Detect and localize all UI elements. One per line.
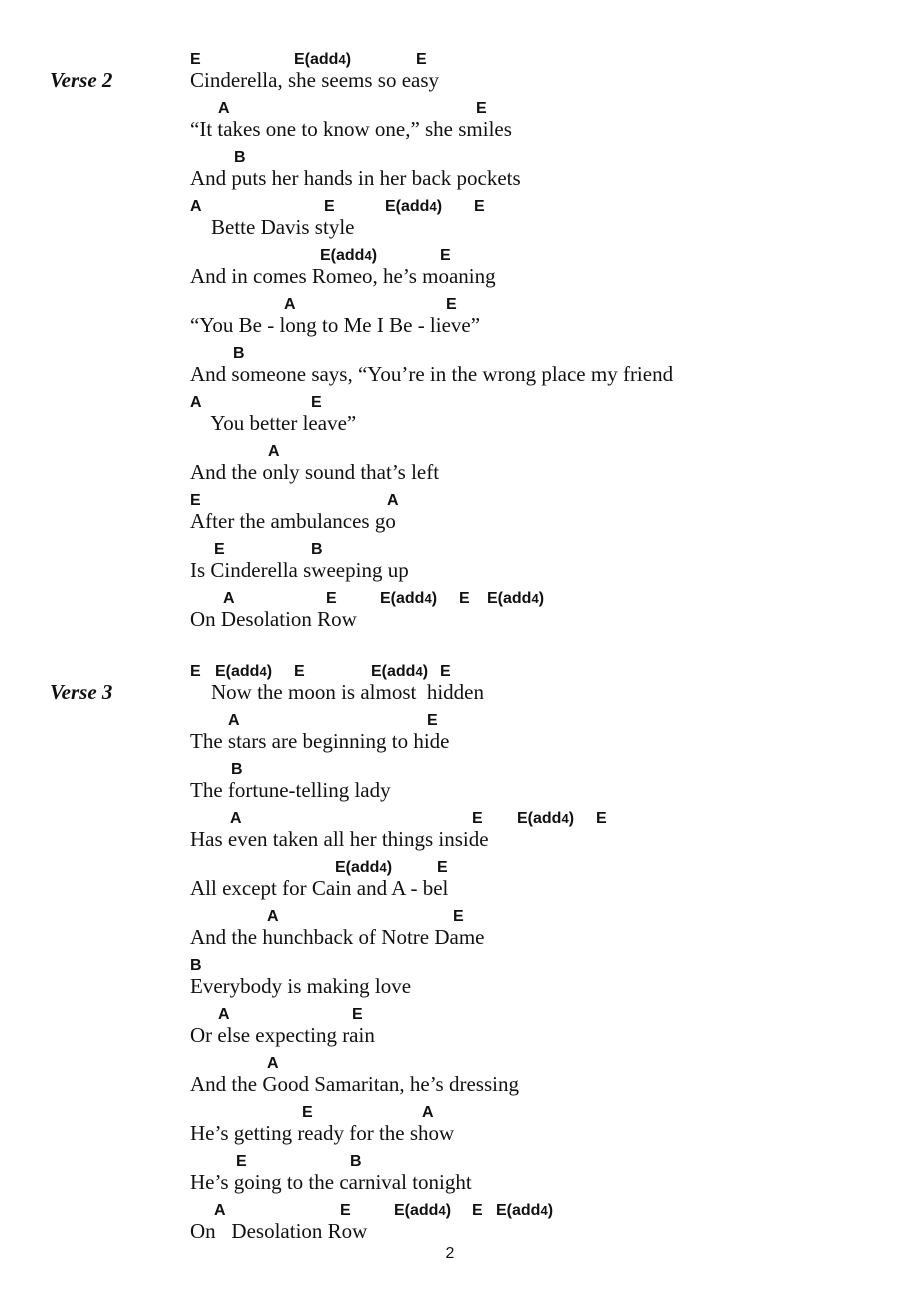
chord: E xyxy=(190,492,201,509)
lyric-line xyxy=(190,664,870,713)
chord: E(add4) xyxy=(215,663,273,680)
chord: E xyxy=(440,247,451,264)
chord: E xyxy=(311,394,322,411)
lyric-text: He’s getting ready for the show xyxy=(190,1121,455,1145)
chord: E xyxy=(472,1202,483,1219)
lyric-text: “You Be - long to Me I Be - lieve” xyxy=(190,313,481,337)
lyric-line xyxy=(190,395,870,444)
lyric-text: “It takes one to know one,” she smiles xyxy=(190,117,512,141)
chord: A xyxy=(190,394,202,411)
lyric-text: You better leave” xyxy=(190,411,357,435)
lyric-line xyxy=(190,346,870,395)
chord: B xyxy=(234,149,246,166)
lyric-line xyxy=(190,542,870,591)
lyric-line xyxy=(190,248,870,297)
lyric-text: Cinderella, she seems so easy xyxy=(190,68,440,92)
lyric-text: On Desolation Row xyxy=(190,1219,368,1243)
chord: B xyxy=(311,541,323,558)
chord: E xyxy=(440,663,451,680)
lyric-line xyxy=(190,1154,870,1203)
lyric-line xyxy=(190,297,870,346)
chord: B xyxy=(233,345,245,362)
chord: E xyxy=(446,296,457,313)
lyric-line xyxy=(190,52,870,101)
chord: A xyxy=(268,443,280,460)
lyric-line xyxy=(190,860,870,909)
chord: B xyxy=(231,761,243,778)
chord: E(add4) xyxy=(517,810,575,827)
chord: E xyxy=(352,1006,363,1023)
lyric-text: And someone says, “You’re in the wrong place my friend xyxy=(190,362,674,386)
chord: A xyxy=(214,1202,226,1219)
lyric-text: Bette Davis style xyxy=(190,215,355,239)
chord: E xyxy=(416,51,427,68)
lyric-text: The stars are beginning to hide xyxy=(190,729,450,753)
page-number: 2 xyxy=(445,1245,455,1262)
lyric-line xyxy=(190,1007,870,1056)
lyric-text: Or else expecting rain xyxy=(190,1023,375,1047)
chord: E(add4) xyxy=(335,859,393,876)
lyric-text: Is Cinderella sweeping up xyxy=(190,558,409,582)
chord: E xyxy=(190,663,201,680)
lyric-line xyxy=(190,811,870,860)
chord: A xyxy=(223,590,235,607)
chord: E(add4) xyxy=(294,51,352,68)
chord: E xyxy=(236,1153,247,1170)
chord: E(add4) xyxy=(385,198,443,215)
chord: E xyxy=(190,51,201,68)
verse-label-3: Verse 3 xyxy=(50,680,113,704)
chord: A xyxy=(422,1104,434,1121)
chord: A xyxy=(267,1055,279,1072)
chord: E(add4) xyxy=(371,663,429,680)
chord: E xyxy=(427,712,438,729)
lyric-line xyxy=(190,909,870,958)
chord: A xyxy=(387,492,399,509)
chord: E(add4) xyxy=(487,590,545,607)
chord: E xyxy=(324,198,335,215)
lyric-line xyxy=(190,199,870,248)
chord: E xyxy=(214,541,225,558)
chord: B xyxy=(190,957,202,974)
chord: E(add4) xyxy=(380,590,438,607)
chord: E xyxy=(326,590,337,607)
lyric-line xyxy=(190,1105,870,1154)
lyric-text: And puts her hands in her back pockets xyxy=(190,166,521,190)
lyric-line xyxy=(190,958,870,1007)
lyric-text: The fortune-telling lady xyxy=(190,778,391,802)
lyric-text: And the Good Samaritan, he’s dressing xyxy=(190,1072,519,1096)
chord: A xyxy=(228,712,240,729)
chord: E(add4) xyxy=(394,1202,452,1219)
verse-label-2: Verse 2 xyxy=(50,68,113,92)
lyric-line xyxy=(190,493,870,542)
chord: A xyxy=(284,296,296,313)
lyric-text: On Desolation Row xyxy=(190,607,357,631)
lyric-text: And the only sound that’s left xyxy=(190,460,440,484)
chord: A xyxy=(218,1006,230,1023)
lyric-line xyxy=(190,1056,870,1105)
chord: A xyxy=(267,908,279,925)
chord: E xyxy=(472,810,483,827)
lyric-text: And in comes Romeo, he’s moaning xyxy=(190,264,496,288)
lyric-line xyxy=(190,150,870,199)
lyric-line xyxy=(190,444,870,493)
lyric-text: After the ambulances go xyxy=(190,509,396,533)
lyric-text: He’s going to the carnival tonight xyxy=(190,1170,472,1194)
chord: B xyxy=(350,1153,362,1170)
chord: E xyxy=(294,663,305,680)
chord: A xyxy=(230,810,242,827)
chord: E xyxy=(453,908,464,925)
lyric-line xyxy=(190,762,870,811)
lyric-text: Now the moon is almost hidden xyxy=(190,680,484,704)
chord: A xyxy=(190,198,202,215)
chord: E xyxy=(437,859,448,876)
chord: E xyxy=(302,1104,313,1121)
chord: E xyxy=(340,1202,351,1219)
lyric-line xyxy=(190,101,870,150)
lyric-line xyxy=(190,591,870,640)
lyric-text: All except for Cain and A - bel xyxy=(190,876,449,900)
chord: E xyxy=(459,590,470,607)
chord: A xyxy=(218,100,230,117)
chord: E(add4) xyxy=(496,1202,554,1219)
chord: E xyxy=(476,100,487,117)
lyric-line xyxy=(190,713,870,762)
lyric-text: And the hunchback of Notre Dame xyxy=(190,925,485,949)
chord: E xyxy=(596,810,607,827)
chord: E xyxy=(474,198,485,215)
lyric-text: Has even taken all her things inside xyxy=(190,827,489,851)
lyric-text: Everybody is making love xyxy=(190,974,412,998)
chord: E(add4) xyxy=(320,247,378,264)
